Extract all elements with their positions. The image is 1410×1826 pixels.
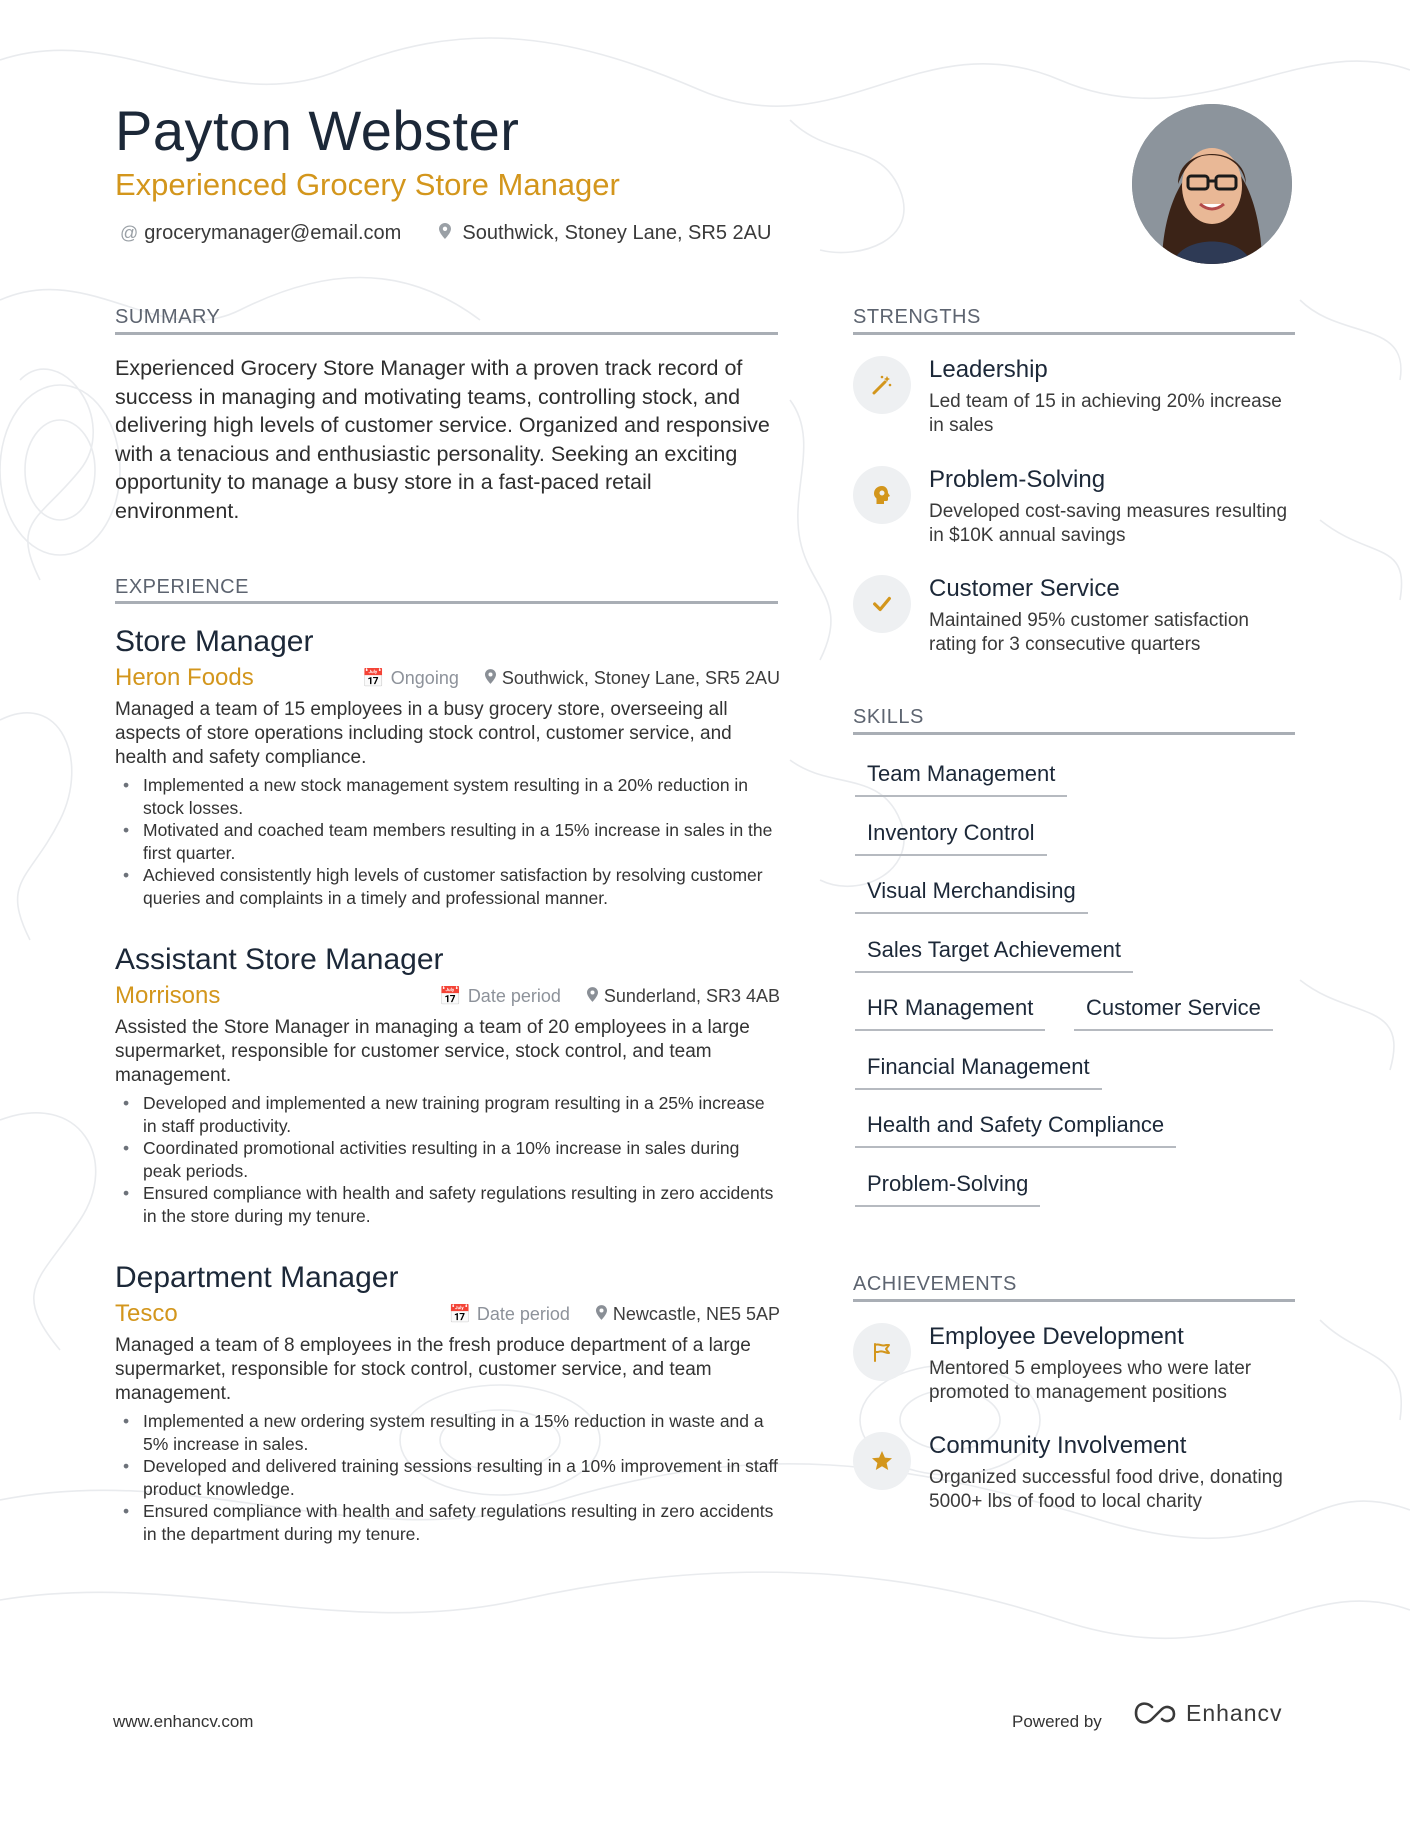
achievement-title: Community Involvement (929, 1432, 1187, 1459)
job-bullets (115, 1410, 780, 1545)
company-name: Tesco (115, 1300, 178, 1327)
skill-tag: Customer Service (1074, 995, 1273, 1031)
job-location: Southwick, Stoney Lane, SR5 2AU (485, 668, 780, 689)
strength-description: Maintained 95% customer satisfaction rating for 3 consecutive quarters (929, 610, 1249, 655)
bullet-item: • Ensured compliance with health and safety regulations resulting in zero accidents in the department during my tenure. (115, 1500, 780, 1545)
skills-divider (853, 732, 1295, 735)
job-entry (115, 624, 780, 909)
skill-tag: Problem-Solving (855, 1171, 1040, 1207)
job-date: 📅 Date period (439, 986, 561, 1006)
location-text: Southwick, Stoney Lane, SR5 2AU (462, 222, 772, 244)
achievement-description: Mentored 5 employees who were later promoted to management positions (929, 1358, 1252, 1403)
bullet-item: • Achieved consistently high levels of customer satisfaction by resolving customer queries and complaints in a timely and professional manner. (115, 864, 780, 909)
job-location: Newcastle, NE5 5AP (596, 1304, 780, 1325)
brain-head-icon (853, 466, 911, 524)
skill-tag: Sales Target Achievement (855, 937, 1133, 973)
job-description: Assisted the Store Manager in managing a team of 20 employees in a large supermarket, responsible for customer service, stock control, and team management. (115, 1017, 750, 1086)
bullet-item: • Implemented a new ordering system resulting in a 15% reduction in waste and a 5% increase in sales. (115, 1410, 780, 1455)
strength-description: Led team of 15 in achieving 20% increase in sales (929, 391, 1282, 436)
calendar-icon: 📅 (439, 986, 462, 1006)
bullet-item: • Developed and implemented a new training program resulting in a 25% increase in staff productivity. (115, 1092, 780, 1137)
footer-url[interactable]: www.enhancv.com (113, 1712, 254, 1731)
job-meta-row (115, 982, 780, 1014)
bullet-item: • Implemented a new stock management system resulting in a 20% reduction in stock losses. (115, 774, 780, 819)
job-meta (439, 986, 780, 1007)
summary-text: Experienced Grocery Store Manager with a proven track record of success in managing and motivating teams, controlling stock, and delivering high levels of customer service. Organized and responsive with a tenacious and enthusiastic personality. Seeking an exciting opportunity to manage a busy store in a fast-paced retail environment. (115, 356, 770, 523)
location-item (439, 222, 771, 245)
strength-item (853, 356, 1293, 446)
candidate-name: Payton Webster (115, 99, 520, 162)
strength-item (853, 466, 1293, 556)
company-name: Heron Foods (115, 664, 254, 691)
bullet-item: • Coordinated promotional activities resulting in a 10% increase in sales during peak periods. (115, 1137, 780, 1182)
enhancv-logo[interactable] (1132, 1700, 1283, 1727)
skill-tag: HR Management (855, 995, 1045, 1031)
star-icon (853, 1432, 911, 1490)
map-pin-icon (596, 1304, 607, 1324)
job-title: Store Manager (115, 625, 314, 658)
achievement-title: Employee Development (929, 1323, 1184, 1350)
bullet-item: • Motivated and coached team members resulting in a 15% increase in sales in the first quarter. (115, 819, 780, 864)
checkmark-icon (853, 575, 911, 633)
strength-description: Developed cost-saving measures resulting in $10K annual savings (929, 501, 1288, 546)
skill-tag: Visual Merchandising (855, 878, 1088, 914)
achievement-item (853, 1432, 1293, 1542)
calendar-icon: 📅 (362, 668, 385, 688)
job-entry (115, 1260, 780, 1545)
map-pin-icon (439, 223, 456, 243)
enhancv-logo-icon (1132, 1701, 1178, 1727)
skill-tag: Team Management (855, 761, 1067, 797)
profile-photo (1132, 104, 1292, 264)
job-date: 📅 Date period (448, 1304, 570, 1324)
powered-by-label: Powered by (1012, 1712, 1102, 1731)
strength-title: Problem-Solving (929, 466, 1106, 493)
job-date: 📅 Ongoing (362, 668, 459, 688)
skill-tag: Financial Management (855, 1054, 1102, 1090)
map-pin-icon (587, 986, 598, 1006)
email-item[interactable] (120, 222, 401, 245)
job-meta (448, 1304, 780, 1325)
job-bullets (115, 1092, 780, 1227)
achievements-heading: ACHIEVEMENTS (853, 1273, 1017, 1295)
contact-row (120, 222, 771, 245)
job-bullets (115, 774, 780, 909)
job-title: Department Manager (115, 1261, 399, 1294)
job-meta (362, 668, 780, 689)
job-title: Assistant Store Manager (115, 943, 444, 976)
company-name: Morrisons (115, 982, 221, 1009)
candidate-title: Experienced Grocery Store Manager (115, 167, 620, 202)
job-meta-row (115, 1300, 780, 1332)
job-meta-row (115, 664, 780, 696)
experience-divider (115, 601, 778, 604)
skill-tag: Inventory Control (855, 820, 1047, 856)
job-description: Managed a team of 8 employees in the fresh produce department of a large supermarket, responsible for stock control, customer service, and team management. (115, 1335, 751, 1404)
summary-heading: SUMMARY (115, 306, 221, 328)
strengths-divider (853, 332, 1295, 335)
achievements-divider (853, 1299, 1295, 1302)
strength-title: Leadership (929, 356, 1048, 383)
achievement-item (853, 1323, 1293, 1413)
bullet-item: • Ensured compliance with health and safety regulations resulting in zero accidents in the store during my tenure. (115, 1182, 780, 1227)
map-pin-icon (485, 668, 496, 688)
email-text: grocerymanager@email.com (144, 222, 402, 244)
job-entry (115, 942, 780, 1227)
strength-item (853, 575, 1293, 665)
at-icon: @ (120, 223, 139, 243)
brand-name: Enhancv (1186, 1700, 1283, 1726)
summary-divider (115, 332, 778, 335)
job-location: Sunderland, SR3 4AB (587, 986, 780, 1007)
flag-icon (853, 1323, 911, 1381)
job-description: Managed a team of 15 employees in a busy grocery store, overseeing all aspects of store operations including stock control, customer service, and health and safety compliance. (115, 699, 732, 768)
achievement-description: Organized successful food drive, donating 5000+ lbs of food to local charity (929, 1467, 1283, 1512)
experience-heading: EXPERIENCE (115, 576, 249, 598)
skill-tag: Health and Safety Compliance (855, 1112, 1176, 1148)
skills-heading: SKILLS (853, 706, 924, 728)
magic-wand-icon (853, 356, 911, 414)
strengths-heading: STRENGTHS (853, 306, 981, 328)
bullet-item: • Developed and delivered training sessions resulting in a 10% improvement in staff product knowledge. (115, 1455, 780, 1500)
strength-title: Customer Service (929, 575, 1120, 602)
calendar-icon: 📅 (448, 1304, 471, 1324)
